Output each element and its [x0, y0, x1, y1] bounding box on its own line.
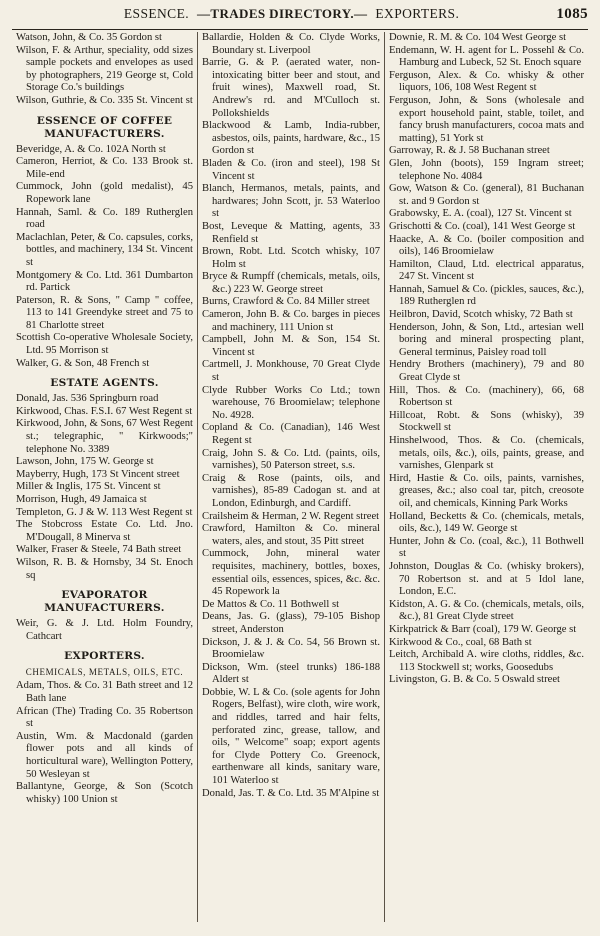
directory-entry: Lawson, John, 175 W. George st: [16, 456, 154, 468]
directory-entry: Leitch, Archibald A. wire cloths, riddles, &c. 113 Stockwell st; works, Goosedubs: [389, 649, 584, 673]
directory-entry: Hinshelwood, Thos. & Co. (chemicals, metals, oils, &c.), oils, paints, grease, and varnishes, Glenpark st: [389, 435, 584, 472]
directory-entry: De Mattos & Co. 11 Bothwell st: [202, 598, 340, 610]
entries-coffee: [16, 144, 193, 371]
directory-entry: Craig & Rose (paints, oils, and varnishes), 85-89 Cadogan st. and at London, Edinburgh, and Cardiff.: [202, 472, 380, 509]
directory-entry: Copland & Co. (Canadian), 146 West Regent st: [202, 422, 380, 446]
directory-entry: Paterson, R. & Sons, " Camp " coffee, 113 to 141 Greendyke street and 75 to 81 Charlotte street: [16, 294, 193, 331]
directory-entry: Montgomery & Co. Ltd. 361 Dumbarton rd. Partick: [16, 269, 193, 294]
page-header: [12, 6, 588, 28]
entries-exporters: [16, 680, 193, 806]
directory-entry: Hill, Thos. & Co. (machinery), 66, 68 Robertson st: [389, 384, 584, 409]
directory-entry: Blanch, Hermanos, metals, paints, and hardwares; John Scott, jr. 53 Waterloo st: [202, 183, 380, 220]
directory-entry: Crailsheim & Herman, 2 W. Regent street: [202, 510, 380, 522]
directory-entry: Cartmell, J. Monkhouse, 70 Great Clyde st: [202, 359, 380, 384]
directory-entry: Cummock, John, mineral water requisites, machinery, bottles, boxes, essential oils, essences, spices, &c. &c. 45 Ropework la: [202, 548, 380, 598]
directory-entry: Glen, John (boots), 159 Ingram street; telephone No. 4084: [389, 157, 584, 182]
section-heading-exporters: EXPORTERS.: [64, 650, 145, 663]
directory-entry: Kirkwood & Co., coal, 68 Bath st: [389, 636, 532, 648]
directory-entry: Burns, Crawford & Co. 84 Miller street: [202, 296, 370, 308]
directory-entry: Garroway, R. & J. 58 Buchanan street: [389, 145, 550, 157]
directory-entry: Blackwood & Lamb, India-rubber, asbestos, oils, paints, hardware, &c., 15 Gordon st: [202, 120, 380, 157]
directory-entry: Cameron, John B. & Co. barges in pieces and machinery, 111 Union st: [202, 309, 380, 333]
page-number: 1085: [556, 6, 589, 22]
column-1: [12, 32, 197, 922]
directory-entry: Hannah, Saml. & Co. 189 Rutherglen road: [16, 206, 193, 231]
section-heading-estate: ESTATE AGENTS.: [50, 377, 159, 390]
directory-entry: Craig, John S. & Co. Ltd. (paints, oils, varnishes), 50 Paterson street, s.s.: [202, 447, 380, 472]
directory-entry: Kirkwood, Chas. F.S.I. 67 West Regent st: [16, 405, 193, 417]
directory-entry: The Stobcross Estate Co. Ltd. Jno. M'Dougall, 8 Minerva st: [16, 519, 193, 543]
directory-entry: Johnston, Douglas & Co. (whisky brokers), 70 Robertson st. and at 5 Idol lane, London, E.C.: [389, 560, 584, 598]
directory-entry: Mayberry, Hugh, 173 St Vincent street: [16, 468, 180, 480]
directory-entry: Miller & Inglis, 175 St. Vincent st: [16, 481, 161, 493]
entries-top: [16, 32, 193, 108]
directory-entry: Cummock, John (gold medalist), 45 Ropework lane: [16, 181, 193, 205]
directory-entry: Barrie, G. & P. (aerated water, non-intoxicating bitter beer and stout, and fruit wines), Maxwell road, St. Andrew's rd. and M'Culloch st. Pollokshields: [202, 57, 380, 119]
directory-entry: Kirkwood, John, & Sons, 67 West Regent st.; telegraphic, " Kirkwoods;" telephone No. 3389: [16, 418, 193, 455]
directory-entry: Hannah, Samuel & Co. (pickles, sauces, &c.), 189 Rutherglen rd: [389, 283, 584, 308]
directory-entry: Watson, John, & Co. 35 Gordon st: [16, 32, 162, 43]
section-subheading-exporters: CHEMICALS, METALS, OILS, ETC.: [25, 667, 184, 678]
directory-entry: Cameron, Herriot, & Co. 133 Brook st. Mile-end: [16, 156, 193, 180]
columns: [12, 32, 588, 922]
directory-entry: Dickson, Wm. (steel trunks) 186-188 Aldert st: [202, 661, 380, 686]
header-right: EXPORTERS.: [375, 6, 460, 21]
directory-entry: Deans, Jas. G. (glass), 79-105 Bishop street, Anderston: [202, 611, 380, 635]
directory-entry: Austin, Wm. & Macdonald (garden flower pots and all kinds of horticultural ware), Wellington Pottery, 50 Wesleyan st: [16, 730, 193, 780]
directory-entry: Holland, Becketts & Co. (chemicals, metals, oils, &c.), 149 W. George st: [389, 510, 584, 535]
directory-entry: Hillcoat, Robt. & Sons (whisky), 39 Stockwell st: [389, 409, 584, 434]
header-left: ESSENCE.: [123, 6, 189, 21]
entries-estate: [16, 393, 193, 582]
directory-entry: Morrison, Hugh, 49 Jamaica st: [16, 494, 147, 505]
column-3: [384, 32, 588, 922]
entries-evaporator: [16, 618, 193, 643]
directory-entry: Clyde Rubber Works Co Ltd.; town warehouse, 76 Broomielaw; telephone No. 4928.: [202, 384, 380, 421]
directory-entry: Wilson, R. B. & Hornsby, 34 St. Enoch sq: [16, 556, 193, 581]
directory-entry: Beveridge, A. & Co. 102A North st: [16, 143, 166, 155]
directory-entry: Wilson, Guthrie, & Co. 335 St. Vincent st: [16, 94, 193, 106]
directory-entry: Ballantyne, George, & Son (Scotch whisky) 100 Union st: [16, 781, 193, 805]
directory-entry: Ferguson, John, & Sons (wholesale and export household paint, stable, toilet, and fancy brush manufacturers, cocoa mats and matting), 51 York st: [389, 94, 584, 144]
header-center: —TRADES DIRECTORY.—: [197, 6, 368, 21]
directory-entry: Bost, Leveque & Matting, agents, 33 Renfield st: [202, 220, 380, 245]
directory-entry: Kidston, A. G. & Co. (chemicals, metals, oils, &c.), 81 Great Clyde street: [389, 598, 584, 623]
entries-column-3: [389, 32, 584, 687]
directory-entry: Hunter, John & Co. (coal, &c.), 11 Bothwell st: [389, 535, 584, 560]
directory-entry: Templeton, G. J & W. 113 West Regent st: [16, 506, 193, 518]
column-2: [197, 32, 384, 922]
directory-entry: Crawford, Hamilton & Co. mineral waters, ales, and stout, 35 Pitt street: [202, 523, 380, 547]
directory-entry: Grabowsky, E. A. (coal), 127 St. Vincent st: [389, 208, 572, 220]
directory-entry: Brown, Robt. Ltd. Scotch whisky, 107 Holm st: [202, 246, 380, 270]
directory-entry: Gow, Watson & Co. (general), 81 Buchanan st. and 9 Gordon st: [389, 183, 584, 207]
directory-entry: African (The) Trading Co. 35 Robertson st: [16, 705, 193, 730]
directory-entry: Livingston, G. B. & Co. 5 Oswald street: [389, 674, 560, 686]
directory-entry: Scottish Co-operative Wholesale Society, Ltd. 95 Morrison st: [16, 332, 193, 357]
directory-entry: Bryce & Rumpff (chemicals, metals, oils, &c.) 223 W. George street: [202, 271, 380, 295]
directory-entry: Wilson, F. & Arthur, speciality, odd sizes sample pockets and envelopes as used by photographers, 219 George st, Cold Storage Co.'s buildings: [16, 44, 193, 94]
directory-entry: Maclachlan, Peter, & Co. capsules, corks, bottles, and machinery, 134 St. Vincent st: [16, 231, 193, 268]
directory-entry: Ferguson, Alex. & Co. whisky & other liquors, 106, 108 West Regent st: [389, 69, 584, 94]
header-rule: [12, 29, 588, 30]
directory-entry: Downie, R. M. & Co. 104 West George st: [389, 32, 567, 43]
directory-entry: Heilbron, David, Scotch whisky, 72 Bath st: [389, 309, 573, 321]
directory-entry: Donald, Jas. 536 Springburn road: [16, 393, 159, 405]
directory-entry: Dickson, J. & J. & Co. 54, 56 Brown st. Broomielaw: [202, 636, 380, 661]
directory-entry: Hird, Hastie & Co. oils, paints, varnishes, greases, &c.; also coal tar, pitch, creosote oil, and chemicals, Kinning Park Works: [389, 472, 584, 509]
directory-entry: Campbell, John M. & Son, 154 St. Vincent st: [202, 334, 380, 358]
directory-entry: Endemann, W. H. agent for L. Possehl & Co. Hamburg and Lubeck, 52 St. Enoch square: [389, 44, 584, 69]
section-heading-evaporator: EVAPORATOR MANUFACTURERS.: [44, 589, 165, 615]
directory-entry: Ballardie, Holden & Co. Clyde Works, Boundary st. Liverpool: [202, 32, 380, 56]
directory-entry: Grischotti & Co. (coal), 141 West George st: [389, 220, 576, 232]
directory-entry: Hendry Brothers (machinery), 79 and 80 Great Clyde st: [389, 359, 584, 384]
directory-entry: Henderson, John, & Son, Ltd., artesian well boring and mineral prospecting plant, General terminus, Paisley road toll: [389, 321, 584, 358]
directory-entry: Kirkpatrick & Barr (coal), 179 W. George st: [389, 623, 577, 635]
directory-entry: Walker, G. & Son, 48 French st: [16, 357, 150, 369]
directory-entry: Weir, G. & J. Ltd. Holm Foundry, Cathcart: [16, 618, 193, 642]
directory-entry: Bladen & Co. (iron and steel), 198 St Vincent st: [202, 157, 380, 182]
directory-entry: Dobbie, W. L & Co. (sole agents for John Rogers, Belfast), wire cloth, wire work, and riddles, tarred and hair felts, perforated zinc, grease, tallow, and oils, " Welcome" soap; export agents for Clyde Pottery Co. Greenock, earthenware all kinds, sanitary ware, 101 Waterloo st: [202, 686, 380, 787]
directory-entry: Haacke, A. & Co. (boiler composition and oils), 146 Broomielaw: [389, 233, 584, 258]
directory-entry: Donald, Jas. T. & Co. Ltd. 35 M'Alpine st: [202, 787, 380, 799]
entries-column-2: [202, 32, 380, 800]
directory-entry: Hamilton, Claud, Ltd. electrical apparatus, 247 St. Vincent st: [389, 258, 584, 283]
directory-entry: Walker, Fraser & Steele, 74 Bath street: [16, 544, 182, 556]
section-heading-coffee: ESSENCE OF COFFEE MANUFACTURERS.: [36, 114, 173, 140]
directory-entry: Adam, Thos. & Co. 31 Bath street and 12 Bath lane: [16, 680, 193, 704]
